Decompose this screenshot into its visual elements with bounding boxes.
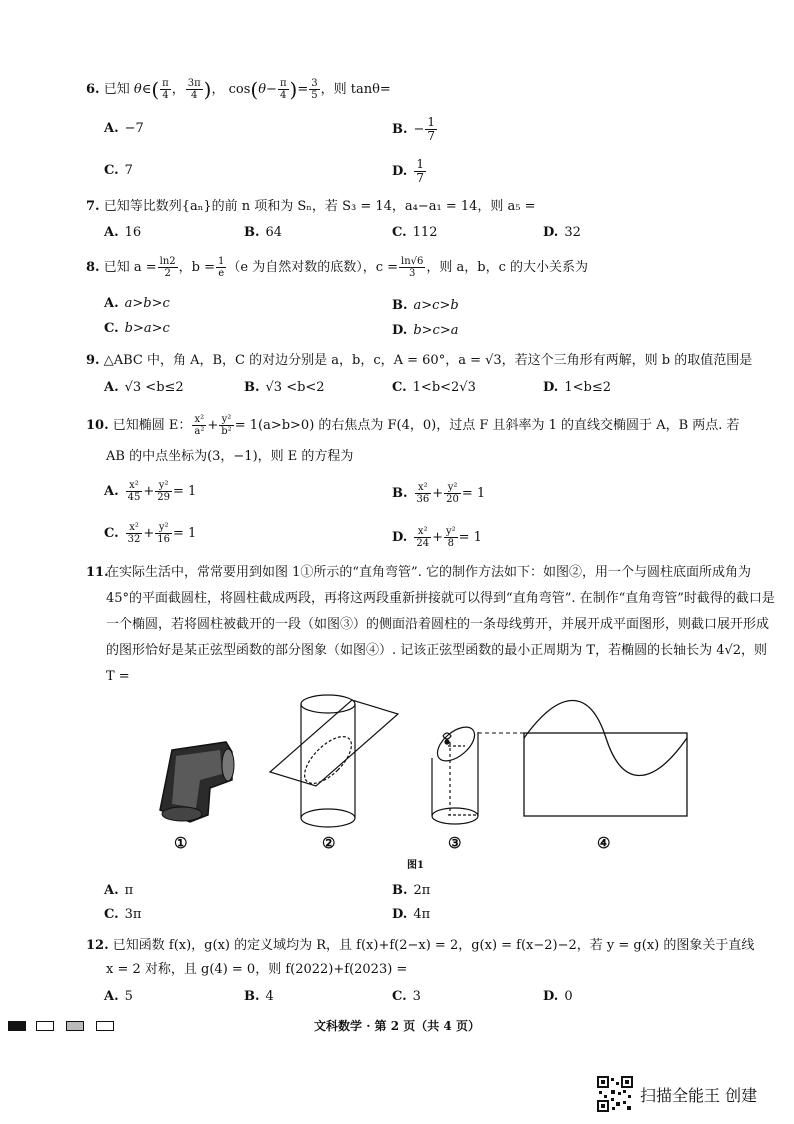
question-9: 9. △ABC 中，角 A，B，C 的对边分别是 a，b，c，A = 60°，a = √3，若这个三角形有两解，则 b 的取值范围是: [86, 353, 753, 368]
q11-option-c: C. 3π: [104, 907, 142, 922]
q6-option-a: A. −7: [104, 121, 144, 136]
question-12: 12. 已知函数 f(x)，g(x) 的定义域均为 R，且 f(x)+f(2−x) = 2，g(x) = f(x−2)−2，若 y = g(x) 的图象关于直线: [86, 938, 755, 953]
figure-caption: 图1: [407, 860, 424, 871]
q9-option-b: B. √3 <b<2: [244, 380, 325, 395]
q7-option-d: D. 32: [543, 225, 581, 240]
q12-option-d: D. 0: [543, 989, 573, 1004]
q7-option-b: B. 64: [244, 225, 283, 240]
scanner-watermark: 扫描全能王 创建: [640, 1086, 758, 1105]
question-10: 10. 已知椭圆 E： $\frac{\text{x²}}{\text{a²}}$ + $\frac{\text{y²}}{\text{b²}}$ = 1(a>b>0) 的右焦点为 F(4，0)，过点 F 且斜率为 1 的直线交椭圆于 A，B 两点. 若: [86, 414, 740, 437]
page-footer: 文科数学 · 第 2 页（共 4 页）: [314, 1019, 480, 1033]
figure-label-2: ②: [322, 834, 336, 852]
cut-cylinder-figure: [431, 721, 480, 824]
q8-option-d: D. b>c>a: [392, 323, 459, 338]
q12-option-b: B. 4: [244, 989, 274, 1004]
q9-option-c: C. 1<b<2√3: [392, 380, 476, 395]
question-11-number: 11.: [86, 565, 109, 580]
figure-label-1: ①: [174, 834, 188, 852]
question-11-text: 在实际生活中，常常要用到如图 1①所示的“直角弯管”. 它的制作方法如下：如图②，用一个与圆柱底面所成角为 45°的平面截圆柱，将圆柱截成两段，再将这两段重新拼接就可以得到“直角弯管”. 在制作“直角弯管”时截得的截口是一个椭圆，若将圆柱被截开的一段（如图③）的侧面沿着圆柱的一条母线剪开，并展开成平面图形，则截口展开形成的图形恰好是某正弦型函数的部分图象（如图④）. 记该正弦型函数的最小正周期为 T，若椭圆的长轴长为 4√2，则 T =: [106, 565, 775, 684]
q6-option-b: B. − $\frac{1}{7}$: [392, 115, 436, 143]
question-6: 6. 已知 θ∈( $\frac{\pi}{4}$ ， $\frac{3\pi}{4}$ )， cos(θ− $\frac{\pi}{4}$ )= $\frac{3}{5}$ ，则 tanθ=: [86, 77, 391, 102]
q12-option-c: C. 3: [392, 989, 421, 1004]
q6-cos-inner: θ−: [258, 82, 277, 97]
q6-in: ∈: [141, 82, 152, 97]
q7-option-a: A. 16: [104, 225, 142, 240]
q6-frac-1: $\frac{\pi}{4}$: [162, 78, 169, 101]
q12-option-a: A. 5: [104, 989, 133, 1004]
q12-line-2: x = 2 对称，且 g(4) = 0，则 f(2022)+f(2023) =: [106, 962, 408, 977]
q9-option-a: A. √3 <b≤2: [104, 380, 184, 395]
elbow-pipe-figure: [160, 742, 234, 822]
q10-option-d: D. $\frac{\text{x²}}{24}$ + $\frac{\text{y²}}{8}$ = 1: [392, 526, 482, 549]
cylinder-plane-figure: [270, 695, 398, 827]
q6-frac-3: $\frac{\pi}{4}$: [279, 78, 287, 101]
q10-option-b: B. $\frac{\text{x²}}{36}$ + $\frac{\text{y²}}{20}$ = 1: [392, 482, 486, 505]
figure-label-3: ③: [448, 834, 462, 852]
q11-option-b: B. 2π: [392, 883, 431, 898]
q7-option-c: C. 112: [392, 225, 438, 240]
q6-option-d: D. $\frac{1}{7}$: [392, 157, 424, 185]
q10-option-a: A. $\frac{\text{x²}}{45}$ + $\frac{\text{y²}}{29}$ = 1: [104, 480, 197, 503]
q6-tail: ，则 tanθ=: [320, 82, 391, 97]
question-number: 6.: [86, 82, 100, 97]
q10-line-2: AB 的中点坐标为(3，−1)，则 E 的方程为: [106, 449, 354, 464]
q6-frac-2: $\frac{3\pi}{4}$: [187, 78, 201, 101]
question-8: 8. 已知 a = $\frac{\ln 2}{2}$ ，b = $\frac{1}{e}$ （e 为自然对数的底数），c = $\frac{\ln√6}{3}$ ，则 a，b，c 的大小关系为: [86, 256, 589, 279]
q9-option-d: D. 1<b≤2: [543, 380, 611, 395]
q11-option-d: D. 4π: [392, 907, 431, 922]
unrolled-sine-figure: [524, 701, 687, 817]
q8-option-c: C. b>a>c: [104, 321, 170, 336]
q8-option-b: B. a>c>b: [392, 298, 459, 313]
q8-option-a: A. a>b>c: [104, 296, 170, 311]
q6-cos: cos: [228, 82, 251, 97]
q6-text: 已知: [103, 82, 130, 97]
q10-option-c: C. $\frac{\text{x²}}{32}$ + $\frac{\text{y²}}{16}$ = 1: [104, 522, 197, 545]
qr-code-icon: [597, 1076, 633, 1112]
figure-label-4: ④: [597, 834, 611, 852]
figure-1: [0, 690, 794, 890]
q6-frac-rhs: $\frac{3}{5}$: [311, 78, 318, 101]
q6-theta: θ: [133, 82, 142, 97]
question-7: 7. 已知等比数列{aₙ}的前 n 项和为 Sₙ，若 S₃ = 14，a₄−a₁ = 14，则 a₅ =: [86, 199, 536, 214]
q6-option-c: C. 7: [104, 163, 133, 178]
q11-option-a: A. π: [104, 883, 134, 898]
